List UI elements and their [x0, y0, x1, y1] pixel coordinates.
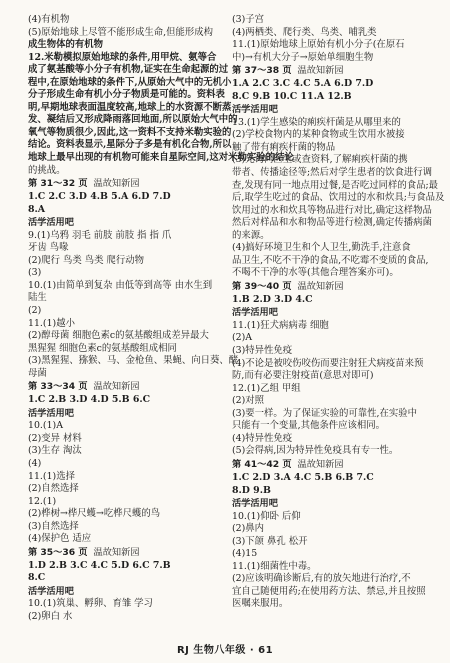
- answer-line: (2)醇母菌 细胞色素c的氨基酸组成差异最大: [28, 330, 209, 342]
- answer-line: 的挑战。: [28, 164, 66, 176]
- answer-line: 13.(1)学生感染的痢疾杆菌是从哪里来的: [232, 116, 401, 128]
- section-label: 温故知新园: [93, 381, 140, 393]
- section-label: 温故知新园: [297, 65, 344, 77]
- answer-line: (2): [28, 304, 42, 316]
- section-page-range: 第 35～36 页: [28, 546, 88, 558]
- section-page-range: 第 33～34 页: [28, 381, 88, 393]
- answer-line: 品卫生,不吃不干净的食品,不吃霉不变质的食品,: [232, 254, 429, 266]
- answer-line: (4)两栖类、爬行类、鸟类、哺乳类: [232, 26, 377, 38]
- answer-line: (3)自然选择: [28, 520, 79, 532]
- answer-line: 查,发现有同一地点用过餐,是否吃过同样的食品;最: [232, 179, 438, 191]
- answer-line: (2)自然选择: [28, 483, 79, 495]
- answer-line: 8.D 9.B: [232, 484, 271, 496]
- section-page-range: 第 37～38 页: [232, 65, 292, 77]
- section-heading: [232, 280, 432, 294]
- answer-line: 9.(1)乌鸦 羽毛 前肢 前肢 指 指 爪: [28, 229, 172, 241]
- right-column: [232, 14, 445, 611]
- answer-line: 黑猩猩 细胞色素c的氨基酸组成相同: [28, 342, 177, 354]
- answer-line: 防,而有必要注射疫苗(意思对即可): [232, 370, 374, 382]
- answer-line: 1.D 2.B 3.C 4.C 5.D 6.C 7.B: [28, 559, 171, 571]
- answer-line: 的来源。: [232, 229, 270, 241]
- section-page-range: 第 41～42 页: [232, 458, 292, 470]
- subsection-heading: 活学活用吧: [28, 585, 74, 597]
- subsection-heading: 活学活用吧: [28, 407, 74, 419]
- subsection-heading: 活学活用吧: [232, 104, 278, 116]
- answer-line: 不喝不干净的水等(其他合理答案亦可)。: [232, 267, 399, 279]
- answer-line: 1.A 2.C 3.C 4.C 5.A 6.D 7.D: [232, 78, 374, 90]
- section-heading: [28, 177, 220, 191]
- section-label: 温故知新园: [93, 178, 140, 190]
- answer-line: (2)爬行 鸟类 鸟类 爬行动物: [28, 254, 144, 266]
- answer-line: 10.(1)筑巢、孵卵、育雏 学习: [28, 598, 153, 610]
- answer-line: 1.C 2.C 3.D 4.B 5.A 6.D 7.D: [28, 191, 171, 203]
- subsection-heading: 活学活用吧: [232, 498, 278, 510]
- answer-line: (4)不论是被咬伤咬伤而要注射狂犬病疫苗来预: [232, 357, 424, 369]
- answer-line: 8.A: [28, 203, 46, 215]
- answer-line: 11.(1)原始地球上原始有机小分子(在原石: [232, 39, 405, 51]
- answer-line: 结论。资料表显示,星际分子多是有机化合物,所以: [28, 139, 232, 151]
- subsection-heading: 活学活用吧: [28, 217, 74, 229]
- page-footer: RJ 生物八年级 · 61: [176, 645, 274, 656]
- section-page-range: 第 39～40 页: [232, 280, 292, 292]
- answer-line: (2)应该明确诊断后,有的放矢地进行治疗,不: [232, 573, 411, 585]
- answer-line: (4)保护色 适应: [28, 533, 92, 545]
- answer-line: (3)黑猩猩、猕猴、马、金枪鱼、果蝇、向日葵、酵: [28, 355, 239, 367]
- answer-line: 1.C 2.B 3.D 4.D 5.B 6.C: [28, 394, 151, 406]
- answer-line: (2)A: [232, 332, 253, 344]
- answer-line: 11.(1)细菌性中毒。: [232, 560, 317, 572]
- answer-line: (2)卵白 水: [28, 610, 73, 622]
- answer-line: 12.(1): [28, 495, 57, 507]
- answer-line: 氧气等物质很少,因此,这一资料不支持米勒实验的: [28, 126, 232, 138]
- answer-line: 母菌: [28, 367, 47, 379]
- answer-line: 然后对样品和水和物品等进行检测,确定传播病菌: [232, 217, 432, 229]
- answer-line: 10.(1)A: [28, 420, 63, 432]
- answer-line: 医嘱来服用。: [232, 598, 289, 610]
- answer-line: 12.米勒模拟原始地球的条件,用甲烷、氨等合: [28, 51, 217, 63]
- answer-line: (3)先询问医生或查资料,了解痢疾杆菌的携: [232, 154, 408, 166]
- answer-line: 宜自己随便用药;在使用药方法、禁忌,并且按照: [232, 585, 426, 597]
- answer-line: 8.C 9.B 10.C 11.A 12.B: [232, 90, 352, 102]
- answer-line: (3)子宫: [232, 14, 265, 25]
- answer-line: (2)变异 材料: [28, 432, 82, 444]
- answer-line: (4)15: [232, 548, 258, 560]
- answer-line: 10.(1)仰卧 后仰: [232, 510, 301, 522]
- answer-line: (3)生存 淘汰: [28, 445, 82, 457]
- answer-line: 11.(1)选择: [28, 470, 75, 482]
- section-heading: [28, 380, 220, 394]
- subsection-heading: 活学活用吧: [232, 307, 278, 319]
- section-label: 温故知新园: [297, 280, 344, 292]
- answer-line: 10.(1)由简单到复杂 由低等到高等 由水生到: [28, 279, 213, 291]
- answer-line: 饮用过的水和炊具等物品进行对比,确定这样物品: [232, 204, 432, 216]
- answer-line: 1.C 2.D 3.A 4.C 5.B 6.B 7.C: [232, 471, 374, 483]
- answer-line: 后,取学生吃过的食品、饮用过的水和炊具;与食品及: [232, 192, 445, 204]
- answer-line: (3)特异性免疫: [232, 345, 293, 357]
- answer-line: 12.(1)乙组 甲组: [232, 382, 301, 394]
- answer-line: 中)→有机大分子→原始单细胞生物: [232, 51, 374, 63]
- answer-line: 陆生: [28, 292, 47, 304]
- answer-line: (4)搞好环境卫生和个人卫生,勤洗手,注意食: [232, 242, 411, 254]
- answer-line: (4): [28, 457, 42, 469]
- section-page-range: 第 31～32 页: [28, 178, 88, 190]
- answer-line: 11.(1)狂犬病病毒 细胞: [232, 319, 329, 331]
- answer-line: 牙齿 鸟喙: [28, 242, 69, 254]
- section-heading: [28, 546, 220, 560]
- answer-line: (4)特异性免疫: [232, 432, 293, 444]
- answer-line: (3)要一样。为了保证实验的可靠性,在实验中: [232, 407, 418, 419]
- answer-line: 发、凝结后又形成降雨落回地面,所以原始大气中的: [28, 114, 238, 126]
- answer-line: 明,早期地球表面温度较高,地球上的水资源不断蒸: [28, 101, 232, 113]
- answer-line: 1.B 2.D 3.D 4.C: [232, 293, 313, 305]
- answer-line: 分子形成生命有机小分子物质是可能的。资料表: [28, 89, 225, 101]
- answer-line: 地球上最早出现的有机物可能来自星际空间,这对米勒实验的结论: [28, 152, 294, 164]
- answer-line: 带者、传播途径等;然后对学生患者的饮食进行调: [232, 166, 433, 178]
- section-label: 温故知新园: [93, 546, 140, 558]
- section-heading: [232, 458, 432, 472]
- answer-line: (2)学校食物内的某种食物或生饮用水被接: [232, 129, 405, 141]
- section-label: 温故知新园: [297, 458, 344, 470]
- answer-line: (4)有机物: [28, 14, 70, 25]
- answer-line: 成生物体的有机物: [28, 39, 104, 51]
- section-heading: [232, 64, 432, 78]
- answer-line: 成了氨基酸等小分子有机物,证实在生命起源的过: [28, 64, 229, 76]
- answer-line: 触了带有痢疾杆菌的物品: [232, 141, 336, 153]
- answer-line: (2)鼻内: [232, 523, 265, 535]
- answer-line: (2)桦树→桦尺蠖→吃桦尺蠖的鸟: [28, 508, 161, 520]
- answer-line: (5)会得病,因为特异性免疫具有专一性。: [232, 445, 399, 457]
- answer-line: (5)原始地球上尽管不能形成生命,但能形成构: [28, 26, 214, 38]
- answer-line: 只能有一个变量,其他条件应该相同。: [232, 420, 385, 432]
- answer-line: 11.(1)越小: [28, 317, 75, 329]
- answer-line: (3): [28, 267, 42, 279]
- answer-line: 8.C: [28, 572, 46, 584]
- answer-line: 程中,在原始地球的条件下,从原始大气中的无机小: [28, 76, 232, 88]
- answer-line: (3)下颌 鼻孔 松开: [232, 535, 308, 547]
- answer-line: (2)对照: [232, 395, 265, 407]
